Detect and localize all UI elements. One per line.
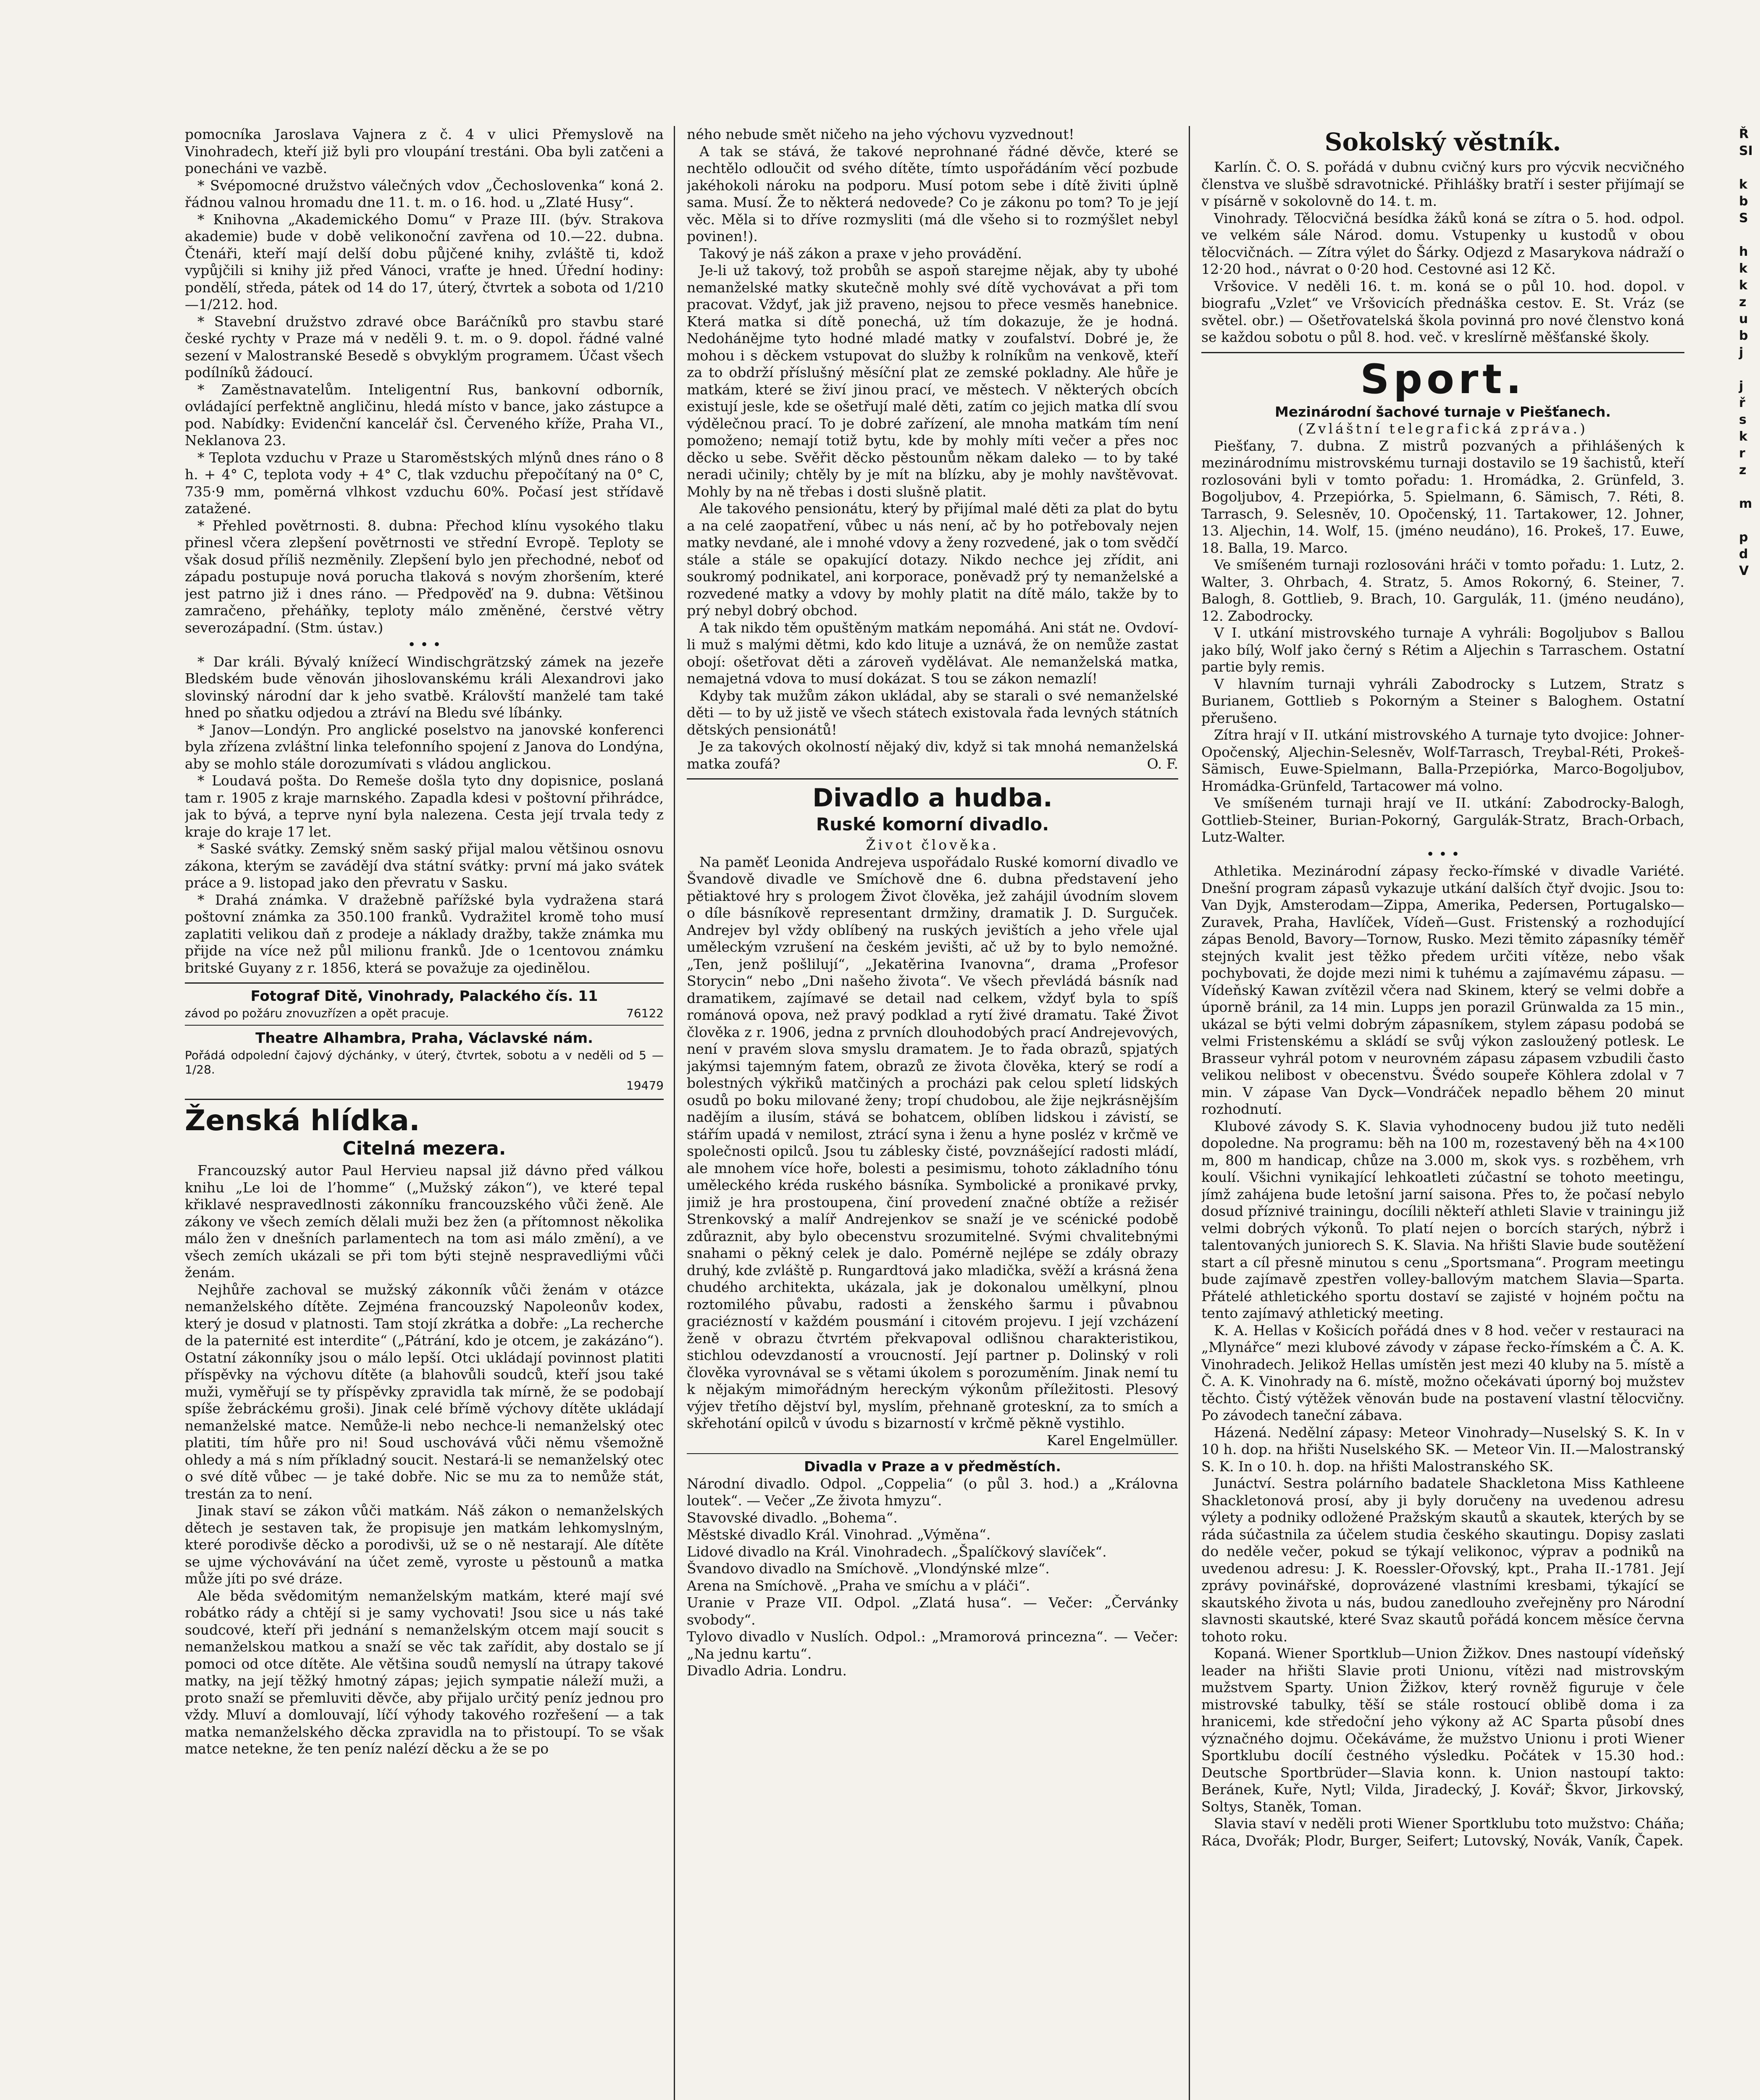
column-rule-right bbox=[1189, 126, 1190, 2100]
forecast-paragraph: * Přehled povětrnosti. 8. dubna: Přechod klínu vysokého tlaku přinesl včera zlepšení povětrnosti ve střední Evropě. Teploty se však dosud příliš nezměnily. Zlepšení bylo jen přechodné, neboť od západu postupuje nová porucha tlaková s novým zhoršením, které jest patrno již i dnes ráno. — Předpověď na 9. dubna: Většinou zamračeno, přeháňky, teploty málo změněné, čerstvé větry severozápadní. (Stm. ústav.) bbox=[185, 517, 664, 636]
review-paragraph: Na paměť Leonida Andrejeva uspořádalo Ruské komorní divadlo ve Švandově divadle ve Smíchově dne 6. dubna představení jeho pětiaktové hry s prologem Život člověka, jež zahájil úvodním slovem o díle básníkově representant drmžiny, dramatik J. D. Surguček. Andrejev byl vždy oblíbený na ruských jevištích a jeho vřele ujal uměleckým vzrušení na českém jevišti, ač už by to bylo nemožné. „Ten, jenž pošlilují“, „Jekatěrina Ivanovna“, drama „Profesor Storycin“ nebo „Dni našeho života“. Ve všech převládá básník nad dramatikem, zajímavé se detail nad celkem, vždyť byla to spíš románová opova, než pravý podklad a rytí živé dramatu. Také Život člověka z r. 1906, jedna z prvních dlouhodobých prací Andrejevových, není v pravém slova smyslu dramatem. Je to řada obrazů, spjatých jakýmsi tajemným fatem, obrazů ze života člověka, který se rodí a bolestných výkřiků matčiných a procházi pak celou spletí lidských osudů po boku milované ženy; tropí chudobou, ale žije nejkrásnějším nadějím a ilusím, stává se bohatcem, oblíben lidskou i závistí, se stářím upadá v nemilost, ztrácí syna i ženu a hyne posléz v krčmě ve společnosti opilců. Jsou tu záblesky čisté, povznášející radosti mládí, ale mnohem více hoře, bolesti a pesimismu, tohoto základního tónu uměleckého kréda ruského básníka. Symbolické a pronikavé prvky, jimiž je hra prostoupena, činí provedení značné obtíže a režisér Strenkovský a malíř Andrejenkov se snaží je ve scénické podobě zdůraznit, aby bylo obecenstvu srozumitelné. Svými chvalitebnými snahami o pěkný celek je dalo. Pomérně nejlépe se zdály obrazy druhý, kde zvláště p. Rungardtová jako mladička, svěží a krásná žena chudého architekta, ukázala, jak je dokonalou umělkyní, plnou roztomilého půvabu, radosti a ženského šarmu i půvabnou graciézností v každém pousmání i citovém projevu. I její vzcházení ženě v obrazu čtvrtém překvapoval odlišnou charakteristikou, stichlou odevzdaností a vroucností. Její partner p. Dolinský v roli člověka vyrovnával se s větami úkolem s porozuměním. Jinak nemí tu k nějakým mimořádným hereckým výkonům příležitosti. Plesový výjev třetího dějství byl, myslím, přehnaně groteskní, za to smích a skřehotání opilců v úvodu s bizarností v krčmě pěkně vystihlo. bbox=[687, 853, 1178, 1431]
article-closing-text: Je za takových okolností nějaký div, když si tak mnohá nemanželská matka zoufá? bbox=[687, 738, 1178, 772]
play-title: Život člověka. bbox=[866, 837, 999, 853]
sport-paragraph: Házená. Nedělní zápasy: Meteor Vinohrady—Nuselský S. K. In v 10 h. dop. na hřišti Nuselského SK. — Meteor Vin. II.—Malostranský S. K. In o 10. h. dop. na hřišti Malostranského SK. bbox=[1201, 1424, 1684, 1475]
article-paragraph: A tak nikdo těm opuštěným matkám nepomáhá. Ani stát ne. Ovdoví-li muž s malými dětmi, kdo kdo lituje a uznává, že on nemůže zastat obojí: ošetřovat děti a zároveň vydělávat. Ale nemanželská matka, nemajetná vdova to musí dokázat. S tou se zákon nemazlí! bbox=[687, 619, 1178, 687]
chess-paragraph: Ve smíšeném turnaji rozlosováni hráči v tomto pořadu: 1. Lutz, 2. Walter, 3. Ohrbach, 4. Stratz, 5. Amos Rokorný, 6. Steiner, 7. Balogh, 8. Gottlieb, 9. Brach, 10. Gargulák, 11. (jméno neudáno), 12. Zabodrocky. bbox=[1201, 556, 1684, 624]
news-paragraph: * Zaměstnavatelům. Inteligentní Rus, bankovní odborník, ovládající perfektně angličinu, hledá místo v bance, jako zástupce a pod. Nabídky: Evidenční kancelář čsl. Červeného kříže, Praha VI., Neklanova 23. bbox=[185, 381, 664, 449]
news-paragraph: * Dar králi. Bývalý knížecí Windischgrätzský zámek na jezeře Bledském bude věnován jihoslovanskému králi Alexandrovi jako slovinský národní dar k jeho svatbě. Královští manželé tam také hned po sňatku odjedou a ztráví na Bledu své líbánky. bbox=[185, 653, 664, 721]
chess-title: Mezinárodní šachové turnaje v Piešťanech. bbox=[1275, 403, 1611, 420]
column-left bbox=[185, 126, 664, 2100]
news-paragraph: * Stavební družstvo zdravé obce Baráčníků pro stavbu staré české rychty v Praze má v neděli 9. t. m. o 9. dopol. řádné valné sezení v Malostranské Besedě s obvyklým programem. Účast všech podílníků žádoucí. bbox=[185, 313, 664, 381]
news-paragraph: * Janov—Londýn. Pro anglické poselstvo na janovské konferenci byla zřízena zvláštní linka telefonního spojení z Janova do Londýna, aby se mohlo stále dorozumívati s vládou anglickou. bbox=[185, 721, 664, 772]
article-signature: O. F. bbox=[1147, 755, 1178, 772]
sport-paragraph: Kopaná. Wiener Sportklub—Union Žižkov. Dnes nastoupí vídeňský leader na hřišti Slavie proti Unionu, vítězi nad mistrovským mužstvem Sparty. Union Žižkov, který rovněž figuruje v čele mistrovské tabulky, těší se stále rostoucí oblibě doma i za hranicemi, kde středoční jeho výkony až AC Sparta působí dnes význačného dojmu. Očekáváme, že mužstvo Unionu i proti Wiener Sportklubu docílí čestného výsledku. Počátek v 15.30 hod.: Deutsche Sportbrüder—Slavia konn. k. Union nastoupí takto: Beránek, Kuře, Nytl; Vilda, Jiradecký, J. Kovář; Škvor, Jirkovský, Soltys, Staněk, Toman. bbox=[1201, 1645, 1684, 1815]
section-title-theatre: Divadlo a hudba. bbox=[812, 783, 1053, 813]
chess-paragraph: Piešťany, 7. dubna. Z mistrů pozvaných a přihlášených k mezinárodnímu mistrovskému turnaji dostavilo se 19 šachistů, kteří rozlosováni byli v tomto pořadu: 1. Hromádka, 2. Grünfeld, 3. Bogoljubov, 4. Przepiórka, 5. Spielmann, 6. Sämisch, 7. Réti, 8. Tarrasch, 9. Selesněv, 10. Opočenský, 11. Tartakower, 12. Johner, 13. Aljechin, 14. Wolf, 15. (jméno neudáno), 16. Prokeš, 17. Euwe, 18. Balla, 19. Marco. bbox=[1201, 437, 1684, 556]
theatre-program-list bbox=[687, 1475, 1178, 1680]
chess-paragraph: V hlavním turnaji vyhráli Zabodrocky s Lutzem, Stratz s Burianem, Gottlieb s Pokorným a Steiner s Baloghem. Ostatní přerušeno. bbox=[1201, 675, 1684, 726]
program-item: Tylovo divadlo v Nuslích. Odpol.: „Mramorová princezna“. — Večer: „Na jednu kartu“. bbox=[687, 1628, 1178, 1662]
separator-dots: • • • bbox=[407, 636, 441, 653]
advertisement-theatre bbox=[185, 1030, 664, 1093]
ad-number: 76122 bbox=[626, 1006, 664, 1020]
article-paragraph bbox=[687, 738, 1178, 772]
sokol-paragraph: Karlín. Č. O. S. pořádá v dubnu cvičný kurs pro výcvik necvičného členstva ve slušbě sdravotnické. Přihlášky bratří i sester přijímají se v písárně v sokolovně do 14. t. m. bbox=[1201, 159, 1684, 209]
sport-paragraph: Junáctví. Sestra polárního badatele Shackletona Miss Kathleene Shackletonová prosí, aby ji byly doručeny na uvedenou adresu výlety a podniky odložené Pražským skautů a skautek, kterých by se ráda súčastnila za účelem studia českého skautingu. Dopisy zaslati do neděle večer, pokud se týkají velikonoc, výprav a podniků na uvedenou adresu: J. K. Roessler-Ořovský, kpt., Praha II.-1781. Její zprávy povinářské, doprovázené vlastními kresbami, týkající se skautského života u nás, budou zanedlouho zveřejněny pro Národní slavnosti skautské, které Svaz skautů pořádá koncem měsíce června tohoto roku. bbox=[1201, 1475, 1684, 1645]
weather-paragraph: * Teplota vzduchu v Praze u Staroměstských mlýnů dnes ráno o 8 h. + 4° C, teplota vody + 4° C, tlak vzduchu přepočítaný na 0° C, 735·9 mm, poměrná vlhkost vzduchu 60%. Počasí jest střídavě zatažené. bbox=[185, 449, 664, 517]
section-title-womens-watch: Ženská hlídka. bbox=[185, 1104, 420, 1137]
news-paragraph: * Drahá známka. V dražebně pařížské byla vydražena stará poštovní známka za 350.100 franků. Vydražitel kromě toho musí zaplatiti velikou daň z prodeje a náklady dražby, takže známka mu přijde na více než půl milionu franků. Jde o 1centovou známku britské Guyany z r. 1856, která se považuje za ojedinělou. bbox=[185, 891, 664, 976]
chess-paragraph: V I. utkání mistrovského turnaje A vyhráli: Bogoljubov s Ballou jako bílý, Wolf jako černý s Rétim a Aljechin s Tarraschem. Ostatní partie byly remis. bbox=[1201, 625, 1684, 675]
divider bbox=[185, 982, 664, 984]
section-title-sokol: Sokolský věstník. bbox=[1324, 128, 1561, 156]
program-item: Lidové divadlo na Král. Vinohradech. „Špalíčkový slavíček“. bbox=[687, 1543, 1107, 1560]
ad-text: závod po požáru znovuzřízen a opět pracuje. bbox=[185, 1006, 449, 1020]
article-title: Citelná mezera. bbox=[342, 1138, 506, 1159]
article-paragraph: Je-li už takový, tož probůh se aspoň starejme nějak, aby ty ubohé nemanželské matky skutečně mohly své dítě vychovávat a při tom pracovat. Vždyť, jak již praveno, nejsou to přece vesměs hanebnice. Která matka si dítě ponechá, už tím dokazuje, že je hodná. Nedohánějme tyto hodné mladé matky v zoufalství. Dobré je, že mohou i s děckem vstupovat do služby k rolníkům na venkově, kteří za to obdrží příslušný měsíční plat ze zemské pokladny. Ale hůře je matkám, které se živí jinou prací, ve městech. V některých obcích existují jesle, kde se ošetřují malé děti, zatím co jejich matka dlí svou výdělečnou prací. To je dobré zařízení, ale mnoha matkám tím není pomoženo; nemají totiž bytu, kde by mohly míti večer a přes noc děcko u sebe. Svěřit děcko pěstounům někam daleko — to by také neradi učinily; chtěly by je mít na blízku, aby je mohly navštěvovat. Mohly by na ně třebas i dosti slušně platit. bbox=[687, 262, 1178, 500]
article-title: Ruské komorní divadlo. bbox=[816, 814, 1049, 835]
divider bbox=[687, 1453, 1178, 1454]
article-paragraph: Ale takového pensionátu, který by přijímal malé děti za plat do bytu a na celé zaopatření, vůbec u nás není, ač by ho potřebovaly nejen matky nevdané, ale i mnohé vdovy a ženy rozvedené, jak o tom svědčí stále a stále se opakující dotazy. Nikdo nechce jej zřídit, ani soukromý podnikatel, ani korporace, poněvadž prý ty nemanželské a rozvedené matky a vdovy by mohly platit na dítě málo, takže by to prý nebyl dobrý obchod. bbox=[687, 500, 1178, 619]
column-middle bbox=[687, 126, 1178, 2100]
article-paragraph: Takový je náš zákon a praxe v jeho provádění. bbox=[699, 245, 1022, 262]
review-signature: Karel Engelmüller. bbox=[1046, 1432, 1178, 1449]
ad-number: 19479 bbox=[626, 1079, 664, 1092]
sokol-paragraph: Vršovice. V neděli 16. t. m. koná se o půl 10. hod. dopol. v biografu „Vzlet“ ve Vršovicích přednáška cestov. E. St. Vráz (se světel. obr.) — Ošetřovatelská škola povinná pro nové členstvo koná se každou sobotu o půl 8. hod. več. v kreslírně měšťanské školy. bbox=[1201, 278, 1684, 345]
article-paragraph: Kdyby tak mužům zákon ukládal, aby se starali o své nemanželské děti — to by už jistě ve všech státech existovala řada levných státních dětských pensionátů! bbox=[687, 687, 1178, 738]
chess-subtitle: (Zvláštní telegrafická zpráva.) bbox=[1298, 420, 1588, 437]
sokol-paragraph: Vinohrady. Tělocvičná besídka žáků koná se zítra o 5. hod. odpol. ve velkém sále Národ. domu. Vstupenky u kustodů v obou tělocvičnách. — Zítra výlet do Šárky. Odjezd z Masarykova nádraží o 12·20 hod., návrat o 0·20 hod. Cestovné asi 12 Kč. bbox=[1201, 210, 1684, 277]
news-paragraph: * Saské svátky. Zemský sněm saský přijal malou většinou osnovu zákona, kterým se zavádějí dva státní svátky: první má jako svátek práce a 9. listopad jako den převratu v Sasku. bbox=[185, 840, 664, 891]
divider bbox=[1201, 352, 1684, 353]
section-title-sport: Sport. bbox=[1360, 355, 1526, 403]
program-item: Národní divadlo. Odpol. „Coppelia“ (o půl 3. hod.) a „Královna loutek“. — Večer „Ze života hmyzu“. bbox=[687, 1475, 1178, 1509]
sport-paragraph: Klubové závody S. K. Slavia vyhodnoceny budou již tuto neděli dopoledne. Na programu: běh na 100 m, rozestavený běh na 4×100 m, 800 m handicap, chůze na 3.000 m, skok vys. s rozběhem, vrh koulí. Všichni vynikající lehkoatleti zúčastní se tohoto meetingu, jímž zahájena bude letošní jarní saisona. Přes to, že počasí nebylo dosud příznivé trainingu, docílili někteří athleti Slavie v trainingu již velmi dobrých výkonů. To platí nejen o borcích starých, nýbrž i talentovaných juniorech S. K. Slavia. Na hřišti Slavie bude soutěžení start a cíl přesně minutou s cenu „Sportsmana“. Program meetingu bude zajímavě zpestřen volley-ballovým matchem Slavia—Sparta. Přátelé athletického sportu dostaví se zajisté v hojném počtu na tento zajímavý athletický meeting. bbox=[1201, 1118, 1684, 1321]
separator-dots: • • • bbox=[1426, 845, 1460, 862]
program-title: Divadla v Praze a v předměstích. bbox=[804, 1458, 1061, 1475]
ad-text: Pořádá odpolední čajový dýchánky, v úterý, čtvrtek, sobotu a v neděli od 5 — 1/28. bbox=[185, 1048, 664, 1076]
program-item: Uranie v Praze VII. Odpol. „Zlatá husa“. — Večer: „Červánky svobody“. bbox=[687, 1594, 1178, 1628]
ad-title: Fotograf Ditě, Vinohrady, Palackého čís. 11 bbox=[250, 988, 598, 1005]
article-paragraph: Nejhůře zachoval se mužský zákonník vůči ženám v otázce nemanželského dítěte. Zejména francouzský Napoleonův kodex, který je dosud v platnosti. Tam stojí zkrátka a dobře: „La recherche de la paternité est interdite“ („Pátrání, kdo je otcem, je zakázáno“). Ostatní zákonníky jsou o málo lepší. Otci ukládají povinnost platiti příspěvky na výchovu dítěte (a blahovůli soudců, kteří jsou také muži, vyměřují se ty příspěvky zpravidla tak mírně, že se podobají spíše žebráckému groši). Jinak celé břímě výchovy dítěte ukládají nemanželské matce. Nemůže-li nebo nechce-li nemanželský otec platiti, tím hůře pro ni! Soud uschovává vůči němu všemožně ohledy a má s ním příkladný soucit. Nestará-li se nemanželský otec o své dítě vůbec — je také dobře. Nic se mu za to nemůže stát, trestán za to není. bbox=[185, 1281, 664, 1502]
divider bbox=[185, 1099, 664, 1100]
advertisement-photographer bbox=[185, 988, 664, 1021]
news-paragraph: pomocníka Jaroslava Vajnera z č. 4 v ulici Přemyslově na Vinohradech, kteří již byli pro vloupání trestáni. Oba byli zatčeni a ponecháni ve vazbě. bbox=[185, 126, 664, 176]
program-item: Městské divadlo Král. Vinohrad. „Výměna“. bbox=[687, 1526, 991, 1543]
program-item: Divadlo Adria. Londru. bbox=[687, 1662, 847, 1679]
column-right bbox=[1201, 126, 1684, 2100]
ad-body bbox=[185, 1006, 664, 1021]
sport-paragraph: Slavia staví v neděli proti Wiener Sportklubu toto mužstvo: Cháňa; Ráca, Dvořák; Plodr, Burger, Seifert; Lutovský, Novák, Vaník, Čapek. bbox=[1201, 1815, 1684, 1849]
ad-title: Theatre Alhambra, Praha, Václavské nám. bbox=[255, 1030, 593, 1047]
news-paragraph: * Loudavá pošta. Do Remeše došla tyto dny dopisnice, poslaná tam r. 1905 z kraje marnského. Zapadla kdesi v poštovní přihrádce, jak to bývá, a teprve nyní byla nalezena. Cesta její trvala tedy z kraje do kraje 17 let. bbox=[185, 772, 664, 840]
article-paragraph: Francouzský autor Paul Hervieu napsal již dávno před válkou knihu „Le loi de l’homme“ („Mužský zákon“), ve které tepal křiklavé nespravedlnosti zákonníku francouzského vůči ženě. Ale zákony ve všech zemích dělali muži bez žen (a přítomnost několika málo žen v dnešních parlamentech na tom asi málo změní), a ve všech zemích ukázali se při tom býti stejně nespravedliými vůči ženám. bbox=[185, 1162, 664, 1281]
article-paragraph: Jinak staví se zákon vůči matkám. Náš zákon o nemanželských dětech je sestaven tak, že propisuje jen matkám lehkomyslným, které porodivše děcko a porodivši, už se o ně nestarají. Ale dítěte se ujme výchovávání na účet země, vyroste u pěstounů a matka může jíti po své dráze. bbox=[185, 1502, 664, 1587]
article-paragraph: ného nebude smět ničeho na jeho výchovu vyzvednout! bbox=[687, 126, 1074, 142]
divider bbox=[185, 1025, 664, 1026]
program-item: Švandovo divadlo na Smíchově. „Vlondýnské mlze“. bbox=[687, 1560, 1050, 1577]
cropped-edge-text: Ř SI k b S h k k z u b j j ř s k r z m p d V bbox=[1739, 127, 1753, 578]
divider bbox=[687, 778, 1178, 780]
news-paragraph: * Svépomocné družstvo válečných vdov „Čechoslovenka“ koná 2. řádnou valnou hromadu dne 11. t. m. o 16. hod. u „Zlaté Husy“. bbox=[185, 177, 664, 210]
article-paragraph: A tak se stává, že takové neprohnané řádné děvče, které se nechtělo odloučit od svého dítěte, tímto uspořádáním věcí pozbude jakéhokoli nároku na podporu. Musí potom sebe i dítě živiti úplně sama. Musí. Že to některá nedovede? Co je zákonu po tom? To je její věc. Měla si to dříve rozmysliti (má dle všeho si to rozmýšlet nebyl povinen!). bbox=[687, 143, 1178, 244]
sport-paragraph: K. A. Hellas v Košicích pořádá dnes v 8 hod. večer v restauraci na „Mlynářce“ mezi klubové závody v zápase řecko-římském a Č. A. K. Vinohradech. Jelikož Hellas umístěn jest mezi 40 kluby na 5. místě a Č. A. K. Vinohrady na 6. místě, možno očekávati úporný boj mužstev těchto. Čistý výtěžek věnován bude na postavení vlastní tělocvičny. Po závodech taneční zábava. bbox=[1201, 1322, 1684, 1423]
article-paragraph: Ale běda svědomitým nemanželským matkám, které mají své robátko rády a chtějí si je samy vychovati! Jsou sice u nás také soudcové, kteří při jednání s nemanželským otcem mají soucit s nemanželskou matkou a snaží se věc tak zařídit, aby dostalo se jí pomoci od otce dítěte. Ale většina soudů nemyslí na útrapy takové matky, na její těžký hmotný zápas; jejich sympatie náleží muži, a proto snaží se přemluviti děvče, aby přijalo určitý peníz jednou pro vždy. Mluví a domlouvají, líčí výhody takového rozřešení — a tak matka nemanželského děcka zpravidla na to přistoupí. To se však matce netekne, že ten peníz nalézí děcku a že se po bbox=[185, 1587, 664, 1757]
news-paragraph: * Knihovna „Akademického Domu“ v Praze III. (býv. Strakova akademie) bude v době velikonoční zavřena od 10.—22. dubna. Čtenáři, kteří mají delší dobu půjčené knihy, zvláště ti, kdož vypůjčili si knihy již před Vánoci, vraťte je hned. Úřední hodiny: pondělí, středa, pátek od 14 do 17, úterý, čtvrtek a sobota od 1/210—1/212. hod. bbox=[185, 211, 664, 312]
column-rule-left bbox=[674, 126, 675, 2100]
sport-paragraph: Athletika. Mezinárodní zápasy řecko-římské v divadle Variété. Dnešní program zápasů vykazuje utkání dalších čtyř dvojic. Jsou to: Van Dyjk, Amsterodam—Zippa, Amerika, Pedersen, Portugalsko—Zuravek, Praha, Havlíček, Vídeň—Gust. Fristenský a rozhodující zápas Benold, Bavory—Tornow, Rusko. Mezi těmito zápasníky téměř stejných kvalit jest těžko předem určiti vítěze, nebo však pochybovati, že dojde mezi nimi k tuhému a zajímavému zápasu. — Vídeňský Kawan zvítězil včera nad Skinem, který se velmi dobře a úporně bránil, za 14 min. Lupps jen porazil Grünwalda za 15 min., ukázal se býti velmi dobrým zápasníkem, stylem zápasu podobá se velmi Fristenskému a skládí se svůj výkon zasloužený potlesk. Le Brasseur vyhrál potom v neurovném zápasu zápasem vzbudili často velikou nelibost v obecenstvu. Švédo soupeře Köhlera zdolal v 7 min. V zápase Van Dyck—Vondráček nepadlo během 20 minut rozhodnutí. bbox=[1201, 863, 1684, 1117]
program-item: Stavovské divadlo. „Bohema“. bbox=[687, 1509, 898, 1526]
program-item: Arena na Smíchově. „Praha ve smíchu a v pláči“. bbox=[687, 1577, 1030, 1594]
chess-paragraph: Zítra hrají v II. utkání mistrovského A turnaje tyto dvojice: Johner-Opočenský, Aljechin-Selesněv, Wolf-Tarrasch, Treybal-Réti, Prokeš-Sämisch, Euwe-Spielmann, Balla-Przepiórka, Marco-Bogoljubov, Hromádka-Grünfeld, Tartacower má volno. bbox=[1201, 727, 1684, 794]
chess-paragraph: Ve smíšeném turnaji hrají ve II. utkání: Zabodrocky-Balogh, Gottlieb-Steiner, Burian-Pokorný, Gargulák-Stratz, Brach-Orbach, Lutz-Walter. bbox=[1201, 795, 1684, 845]
